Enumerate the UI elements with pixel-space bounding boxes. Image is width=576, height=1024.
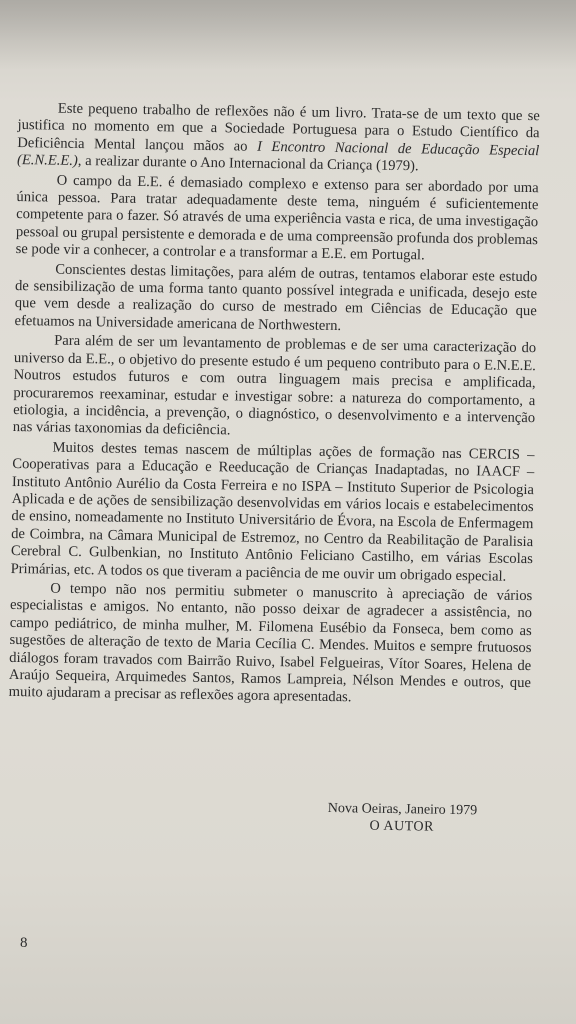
paragraph-1-text-b: , a realizar durante o Ano Internacional da Criança (1979). bbox=[77, 153, 419, 175]
author-signature: O AUTOR bbox=[369, 818, 435, 835]
signature-block bbox=[327, 800, 477, 836]
page-top-shadow bbox=[0, 0, 576, 70]
paragraph-3-text: Conscientes destas limitações, para além de outras, tentamos elaborar este estudo de sensibilização de uma forma tanto quanto possível integrada e unificada, desejo este que vem desde a realização do curso de mestrado em Ciências de Educação que efetuamos na Universidade americana de Northwestern. bbox=[14, 261, 538, 334]
paragraph-2 bbox=[16, 172, 539, 267]
document-body bbox=[9, 100, 540, 712]
page-number: 8 bbox=[20, 935, 28, 951]
paragraph-2-text: O campo da E.E. é demasiado complexo e extenso para ser abordado por uma única pessoa. Para tratar adequadamente deste tema, ninguém é suficientemente competente para o fazer. Só através de uma experiência vasta e rica, de uma investigação pessoal ou grupal persistente e demorada e de uma compreensão profunda dos problemas se pode vir a conhecer, a controlar e a transformar a E.E. em Portugal. bbox=[15, 172, 539, 264]
paragraph-3 bbox=[14, 261, 537, 339]
paragraph-1-italic-title: I Encontro Nacional de Educação Especial (E.N.E.E.) bbox=[16, 138, 540, 170]
paragraph-4-text: Para além de ser um levantamento de problemas e de ser uma caracterização do universo da E.E., o objetivo do presente estudo é um pequeno contributo para o E.N.E.E. Noutros estudos futuros e com outra linguagem mais precisa e amplificada, procuraremos reexaminar, estudar e investigar sobre: a natureza do comportamento, a etiologia, a incidência, a prevenção, o diagnóstico, o desenvolvimento e a intervenção nas várias taxonomias da deficiência. bbox=[12, 332, 537, 439]
paragraph-5 bbox=[10, 439, 534, 586]
paragraph-6 bbox=[9, 580, 533, 710]
paragraph-1 bbox=[17, 100, 540, 178]
paragraph-6-text: O tempo não nos permitiu submeter o manuscrito à apreciação de vários especialistas e amigos. No entanto, não posso deixar de agradecer a assistência, no campo pediátrico, de minha mulher, M. Filomena Eusébio da Fonseca, bem como as sugestões de alteração de texto de Maria Cecília C. Mendes. Muitos e sempre frutuosos diálogos foram travados com Bairrão Ruivo, Isabel Felgueiras, Vítor Soares, Helena de Araújo Sequeira, Arquimedes Santos, Ramos Lampreia, Nélson Mendes e outros, que muito ajudaram a precisar as reflexões agora apresentadas. bbox=[8, 580, 533, 706]
paragraph-1-text-a: Este pequeno trabalho de reflexões não é um livro. Trata-se de um texto que se justifica no momento em que a Sociedade Portuguesa para o Estudo Científico da Deficiência Mental lançou mãos ao bbox=[17, 100, 540, 155]
paragraph-5-text: Muitos destes temas nascem de múltiplas ações de formação nas CERCIS – Cooperativas para a Educação e Reeducação de Crianças Inadaptadas, no IAACF – Instituto Antônio Aurélio da Costa Ferreira e no ISPA – Instituto Superior de Psicologia Aplicada e de ações de sensibilização desenvolvidas em vários locais e estabelecimentos de ensino, nomeadamente no Instituto Universitário de Évora, na Escola de Enfermagem de Coimbra, na Câmara Municipal de Estremoz, no Centro da Reabilitação de Paralisia Cerebral C. Gulbenkian, no Instituto Antônio Feliciano Castilho, em várias Escolas Primárias, etc. A todos os que tiveram a paciência de me ouvir um obrigado especial. bbox=[10, 439, 535, 585]
paragraph-4 bbox=[13, 332, 537, 445]
place-date: Nova Oeiras, Janeiro 1979 bbox=[327, 800, 478, 819]
